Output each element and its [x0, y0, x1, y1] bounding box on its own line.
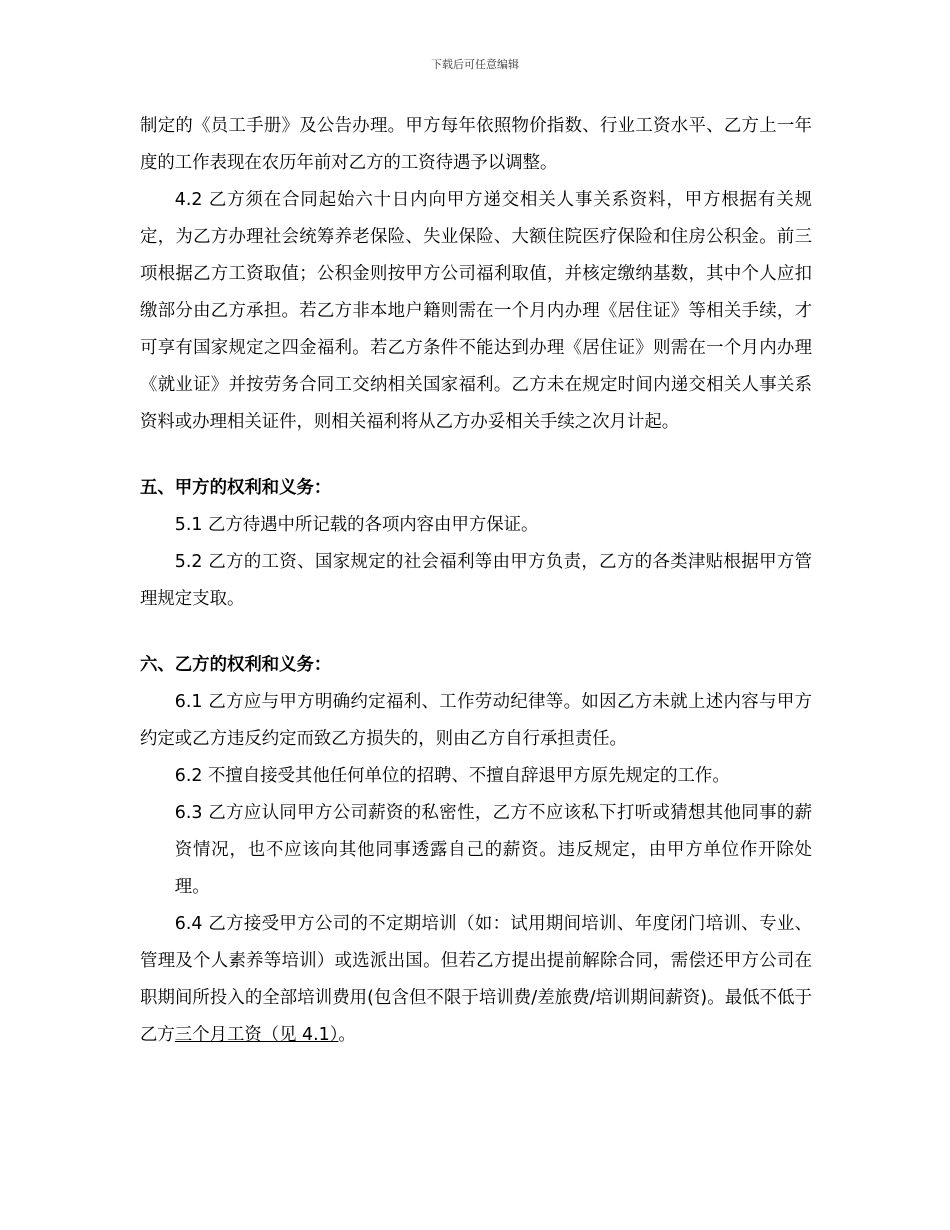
clause-6-1: 6.1 乙方应与甲方明确约定福利、工作劳动纪律等。如因乙方未就上述内容与甲方约定或乙方违反约定而致乙方损失的，则由乙方自行承担责任。 — [140, 692, 812, 749]
clause-6-4-end: 。 — [338, 1025, 356, 1045]
document-body — [140, 108, 812, 1054]
clause-5-2: 5.2 乙方的工资、国家规定的社会福利等由甲方负责，乙方的各类津贴根据甲方管理规定支取。 — [140, 552, 812, 609]
clause-6-4-underlined-text: 三个月工资（见 4.1） — [174, 1025, 339, 1045]
paragraph-continuation: 制定的《员工手册》及公告办理。甲方每年依照物价指数、行业工资水平、乙方上一年度的工作表现在农历年前对乙方的工资待遇予以调整。 — [140, 116, 812, 173]
clause-6-4 — [140, 906, 812, 1054]
page-header: 下载后可任意编辑 — [431, 58, 519, 71]
clause-6-3: 6.3 乙方应认同甲方公司薪资的私密性，乙方不应该私下打听或猜想其他同事的薪资情况，也不应该向其他同事透露自己的薪资。违反规定，由甲方单位作开除处理。 — [174, 803, 812, 897]
clause-6-4-text: 6.4 乙方接受甲方公司的不定期培训（如：试用期间培训、年度闭门培训、专业、管理及个人素养等培训）或选派出国。但若乙方提出提前解除合同，需偿还甲方公司在职期间所投入的全部培训费用(包含但不限于培训费/差旅费/培训期间薪资)。最低不低于乙方 — [140, 914, 812, 1045]
section-heading-6: 六、乙方的权利和义务： — [140, 655, 332, 675]
clause-6-2: 6.2 不擅自接受其他任何单位的招聘、不擅自辞退甲方原先规定的工作。 — [174, 766, 730, 786]
clause-4-2: 4.2 乙方须在合同起始六十日内向甲方递交相关人事关系资料，甲方根据有关规定，为乙方办理社会统筹养老保险、失业保险、大额住院医疗保险和住房公积金。前三项根据乙方工资取值；公积金则按甲方公司福利取值，并核定缴纳基数，其中个人应扣缴部分由乙方承担。若乙方非本地户籍则需在一个月内办理《居住证》等相关手续，才可享有国家规定之四金福利。若乙方条件不能达到办理《居住证》则需在一个月内办理《就业证》并按劳务合同工交纳相关国家福利。乙方未在规定时间内递交相关人事关系资料或办理相关证件，则相关福利将从乙方办妥相关手续之次月计起。 — [140, 190, 812, 432]
clause-5-1: 5.1 乙方待遇中所记载的各项内容由甲方保证。 — [174, 515, 539, 535]
section-heading-5: 五、甲方的权利和义务： — [140, 478, 332, 498]
